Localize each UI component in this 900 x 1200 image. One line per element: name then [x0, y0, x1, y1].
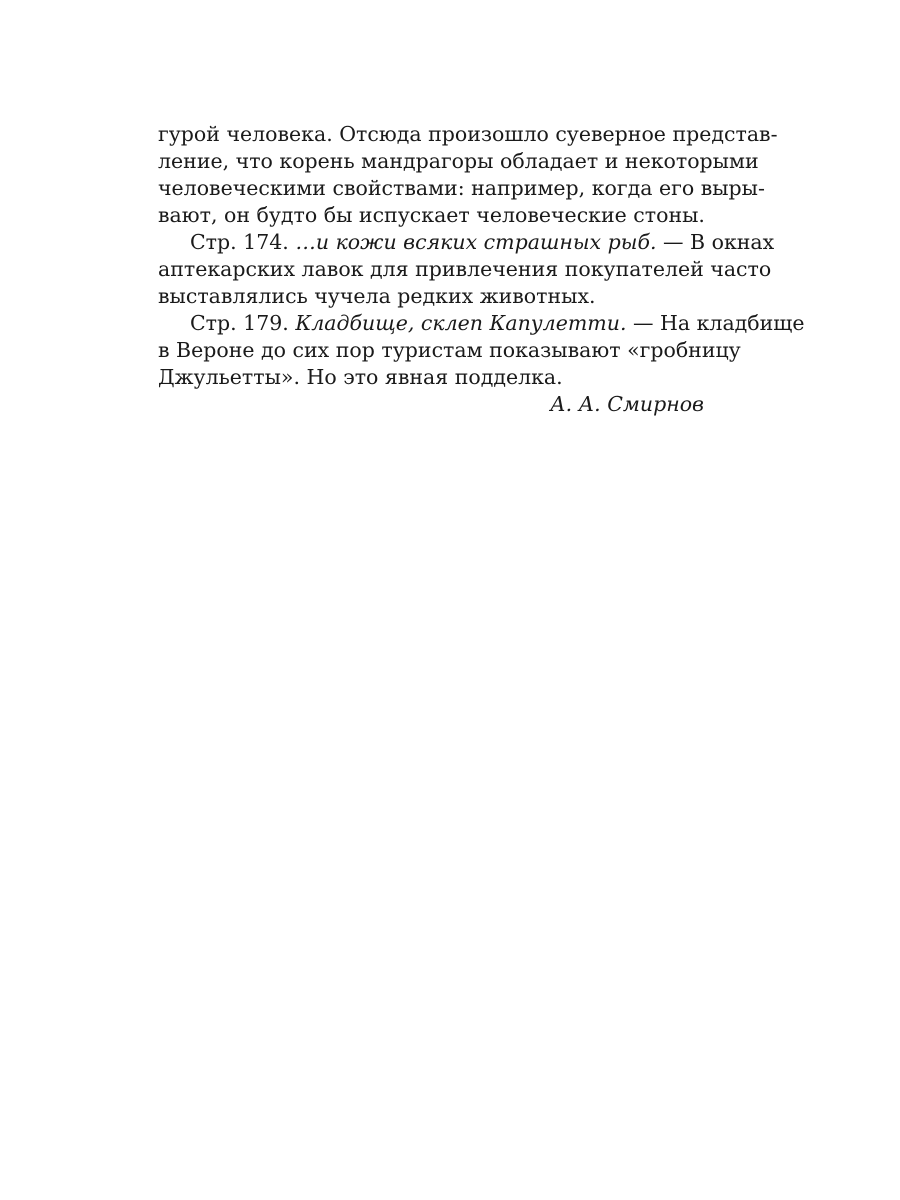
note-179-quote: Кладбище, склеп Капулетти.	[295, 311, 627, 335]
note-179-ref: Стр. 179.	[190, 311, 296, 335]
note-179-line-1	[158, 310, 805, 337]
text-line-4: вают, он будто бы испускает человеческие стоны.	[158, 203, 705, 227]
note-179-rest: — На кладбище	[626, 311, 805, 335]
page-text	[158, 121, 805, 418]
text-line-3: человеческими свойствами: например, когда его выры-	[158, 176, 765, 200]
note-174-line-1	[158, 229, 775, 256]
note-174-line-2: аптекарских лавок для привлечения покупателей часто	[158, 257, 772, 281]
note-179-line-3: Джульетты». Но это явная подделка.	[158, 365, 563, 389]
note-174-ref: Стр. 174.	[190, 230, 296, 254]
author-signature: А. А. Смирнов	[550, 392, 704, 416]
text-line-1: гурой человека. Отсюда произошло суеверное представ-	[158, 122, 778, 146]
note-179-line-2: в Вероне до сих пор туристам показывают «гробницу	[158, 338, 741, 362]
note-174-quote: …и кожи всяких страшных рыб.	[295, 230, 657, 254]
text-line-2: ление, что корень мандрагоры обладает и некоторыми	[158, 149, 759, 173]
note-174-line-3: выставлялись чучела редких животных.	[158, 284, 596, 308]
note-174-rest: — В окнах	[656, 230, 775, 254]
